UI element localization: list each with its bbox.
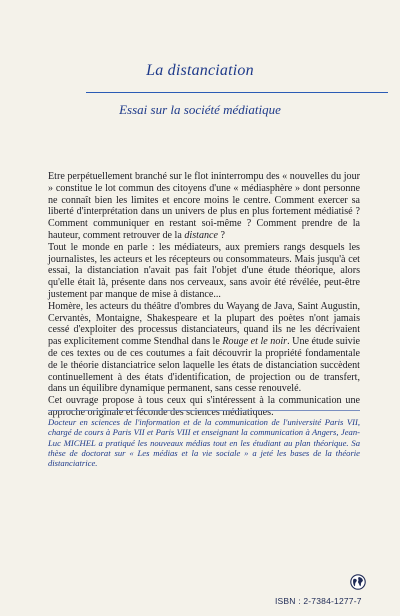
author-bio: Docteur en sciences de l'information et de la communication de l'université Paris VII, chargé de cours à Paris VII et Paris VIII et enseignant la communication à Angers, Jean-Luc MICHEL a pratiqué les nouveaux médias tout en les étudiant au plan théorique. Sa thèse de doctorat sur « Les médias et la vie sociale » a jeté les bases de la théorie distanciatrice. [48,417,360,469]
blurb-paragraph-2: Tout le monde en parle : les médiateurs, aux premiers rangs desquels les journalistes, les acteurs et les récepteurs ou consommateurs. Mais jusqu'à cet essai, la distanciation n'avait pas fait l'objet d'une étude théorique, alors qu'elle était là, présente dans nos cerveaux, sans avoir été révélée, peut-être justement par manque de mise à distance... [48,241,360,300]
blurb-paragraph-3: Homère, les acteurs du théâtre d'ombres du Wayang de Java, Saint Augustin, Cervantès, Montaigne, Shakespeare et la plupart des poètes n'ont jamais cessé d'exploiter des processus distanciateurs, quand ils ne les décrivaient pas explicitement comme Stendhal dans le Rouge et le noir. Une étude suivie de ces textes ou de ces coutumes a fait découvrir la propriété fondamentale de le théorie distanciatrice selon laquelle les états de distanciation succèdent continuellement à des états d'identification, de projection ou de transfert, dans un équilibre dynamique permanent, sans cesse renouvelé. [48,300,361,395]
isbn-label: ISBN : 2-7384-1277-7 [275,596,362,606]
book-title: La distanciation [146,62,254,79]
globe-icon [350,574,366,590]
bio-divider [48,410,360,411]
title-divider [86,92,388,93]
book-subtitle: Essai sur la société médiatique [119,102,281,117]
blurb [48,171,360,419]
blurb-paragraph-4: Cet ouvrage propose à tous ceux qui s'intéressent à la communication une approche originale et féconde des sciences médiatiques. [48,395,360,418]
blurb-paragraph-1: Etre perpétuellement branché sur le flot ininterrompu des « nouvelles du jour » constitue le lot commun des citoyens d'une « médiasphère » dont personne ne connaît bien les limites et encore moins le centre. Comment exercer sa liberté d'interprétation dans un univers de plus en plus fortement médiatisé ? Comment communiquer en restant soi-même ? Comment prendre de la hauteur, comment retrouver de la distance ? [48,171,360,241]
